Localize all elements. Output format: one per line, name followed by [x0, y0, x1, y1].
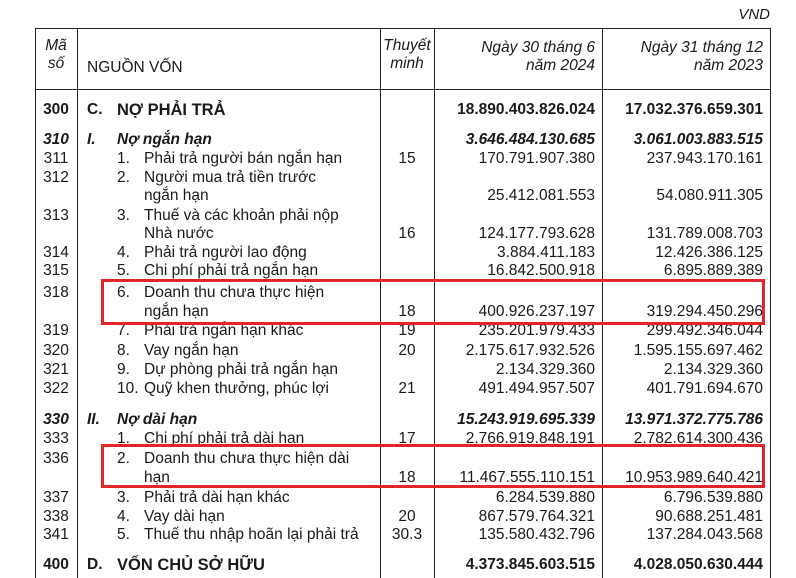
- row-label-cont: hạn: [144, 469, 170, 486]
- row-index: 4.: [117, 244, 130, 261]
- row-value-2023: 10.953.989.640.421: [625, 469, 763, 486]
- row-index: 3.: [117, 489, 130, 506]
- row-value-2023: 237.943.170.161: [646, 150, 763, 167]
- header-source: NGUỒN VỐN: [87, 59, 183, 76]
- row-code: 313: [43, 207, 69, 224]
- row-code: 330: [43, 411, 69, 428]
- row-index: 2.: [117, 450, 130, 467]
- row-code: 319: [43, 322, 69, 339]
- row-label: Người mua trả tiền trước: [144, 169, 317, 186]
- row-code: 315: [43, 262, 69, 279]
- row-index: 8.: [117, 342, 130, 359]
- row-note: 16: [398, 225, 416, 242]
- row-value-2024: 491.494.957.507: [478, 380, 595, 397]
- row-value-2024: 25.412.081.553: [487, 187, 595, 204]
- row-label: Thuế và các khoản phải nộp: [144, 207, 339, 224]
- row-value-2023: 131.789.008.703: [646, 225, 763, 242]
- row-code: 337: [43, 489, 69, 506]
- row-value-2024: 18.890.403.826.024: [457, 101, 595, 118]
- row-value-2023: 2.782.614.300.436: [633, 430, 763, 447]
- row-value-2023: 13.971.372.775.786: [625, 411, 763, 428]
- row-value-2024: 15.243.919.695.339: [457, 411, 595, 428]
- row-label: Quỹ khen thưởng, phúc lợi: [144, 380, 329, 397]
- row-index: 7.: [117, 322, 130, 339]
- row-value-2023: 17.032.376.659.301: [625, 101, 763, 118]
- row-note: 20: [398, 508, 416, 525]
- row-label: Chi phí phải trả dài hạn: [144, 430, 305, 447]
- header-note: Thuyết minh: [383, 37, 431, 72]
- row-value-2023: 6.895.889.389: [663, 262, 763, 279]
- row-code: 312: [43, 169, 69, 186]
- row-label: Chi phí phải trả ngắn hạn: [144, 262, 319, 279]
- row-value-2023: 3.061.003.883.515: [633, 131, 763, 148]
- row-label: Nợ dài hạn: [117, 411, 198, 428]
- row-code: 314: [43, 244, 69, 261]
- row-index: 3.: [117, 207, 130, 224]
- row-code: 336: [43, 450, 69, 467]
- row-value-2023: 401.791.694.670: [646, 380, 763, 397]
- row-note: 19: [398, 322, 416, 339]
- row-label: Doanh thu chưa thực hiện: [144, 284, 325, 301]
- row-value-2024: 2.175.617.932.526: [465, 342, 595, 359]
- col-border-right: [770, 29, 771, 578]
- row-code: 310: [43, 131, 69, 148]
- col-border-code: [77, 29, 78, 578]
- row-code: 321: [43, 361, 69, 378]
- row-label: Dự phòng phải trả ngắn hạn: [144, 361, 338, 378]
- row-label: Vay ngắn hạn: [144, 342, 239, 359]
- row-value-2024: 235.201.979.433: [478, 322, 595, 339]
- row-note: 18: [398, 303, 416, 320]
- row-index: 5.: [117, 262, 130, 279]
- row-index: 9.: [117, 361, 130, 378]
- row-value-2023: 1.595.155.697.462: [633, 342, 763, 359]
- row-value-2023: 12.426.386.125: [655, 244, 763, 261]
- row-value-2024: 2.766.919.848.191: [465, 430, 595, 447]
- row-label: Phải trả người bán ngắn hạn: [144, 150, 343, 167]
- row-note: 17: [398, 430, 416, 447]
- row-index: D.: [87, 556, 103, 573]
- row-code: 322: [43, 380, 69, 397]
- row-value-2023: 319.294.450.296: [646, 303, 763, 320]
- header-col-2023: Ngày 31 tháng 12 năm 2023: [640, 39, 763, 74]
- row-value-2023: 299.492.346.044: [646, 322, 763, 339]
- row-note: 15: [398, 150, 416, 167]
- row-code: 400: [43, 556, 69, 573]
- row-index: C.: [87, 101, 103, 118]
- row-value-2024: 124.177.793.628: [478, 225, 595, 242]
- row-value-2024: 400.926.237.197: [478, 303, 595, 320]
- row-value-2023: 90.688.251.481: [655, 508, 763, 525]
- header-col-2024: Ngày 30 tháng 6 năm 2024: [481, 39, 595, 74]
- row-note: 20: [398, 342, 416, 359]
- header-divider: [35, 89, 771, 90]
- row-index: 4.: [117, 508, 130, 525]
- row-index: 6.: [117, 284, 130, 301]
- row-index: 2.: [117, 169, 130, 186]
- row-index: I.: [87, 131, 96, 148]
- row-value-2023: 4.028.050.630.444: [633, 556, 763, 573]
- row-code: 320: [43, 342, 69, 359]
- row-label: NỢ PHẢI TRẢ: [117, 101, 226, 119]
- row-index: 1.: [117, 430, 130, 447]
- row-code: 338: [43, 508, 69, 525]
- row-value-2024: 3.646.484.130.685: [465, 131, 595, 148]
- row-code: 341: [43, 526, 69, 543]
- row-label: Doanh thu chưa thực hiện dài: [144, 450, 350, 467]
- row-code: 333: [43, 430, 69, 447]
- row-value-2023: 54.080.911.305: [656, 187, 763, 204]
- row-code: 300: [43, 101, 69, 118]
- row-note: 30.3: [391, 526, 423, 543]
- row-value-2024: 4.373.845.603.515: [465, 556, 595, 573]
- row-label-cont: ngắn hạn: [144, 187, 209, 204]
- row-label-cont: ngắn hạn: [144, 303, 209, 320]
- row-value-2024: 170.791.907.380: [478, 150, 595, 167]
- row-value-2024: 2.134.329.360: [495, 361, 595, 378]
- row-value-2023: 2.134.329.360: [663, 361, 763, 378]
- row-index: 1.: [117, 150, 130, 167]
- row-note: 18: [398, 469, 416, 486]
- row-code: 311: [43, 150, 69, 167]
- row-value-2024: 867.579.764.321: [478, 508, 595, 525]
- row-value-2024: 11.467.555.110.151: [459, 469, 595, 486]
- row-value-2023: 6.796.539.880: [663, 489, 763, 506]
- row-value-2023: 137.284.043.568: [646, 526, 763, 543]
- row-code: 318: [43, 284, 69, 301]
- row-index: 10.: [117, 380, 139, 397]
- row-value-2024: 3.884.411.183: [497, 244, 595, 261]
- header-code: Mã số: [45, 37, 67, 72]
- row-label: Vay dài hạn: [144, 508, 225, 525]
- row-label: Phải trả dài hạn khác: [144, 489, 290, 506]
- row-label: Nợ ngắn hạn: [117, 131, 212, 148]
- currency-unit: VND: [738, 6, 770, 23]
- row-index: II.: [87, 411, 100, 428]
- row-label: Thuế thu nhập hoãn lại phải trả: [144, 526, 359, 543]
- row-index: 5.: [117, 526, 130, 543]
- row-label: VỐN CHỦ SỞ HỮU: [117, 556, 265, 574]
- liabilities-table: [35, 28, 771, 578]
- row-value-2024: 16.842.500.918: [487, 262, 595, 279]
- row-value-2024: 6.284.539.880: [495, 489, 595, 506]
- row-note: 21: [398, 380, 416, 397]
- row-value-2024: 135.580.432.796: [478, 526, 595, 543]
- row-label: Phải trả người lao động: [144, 244, 307, 261]
- row-label: Phải trả ngắn hạn khác: [144, 322, 304, 339]
- row-label-cont: Nhà nước: [144, 225, 214, 242]
